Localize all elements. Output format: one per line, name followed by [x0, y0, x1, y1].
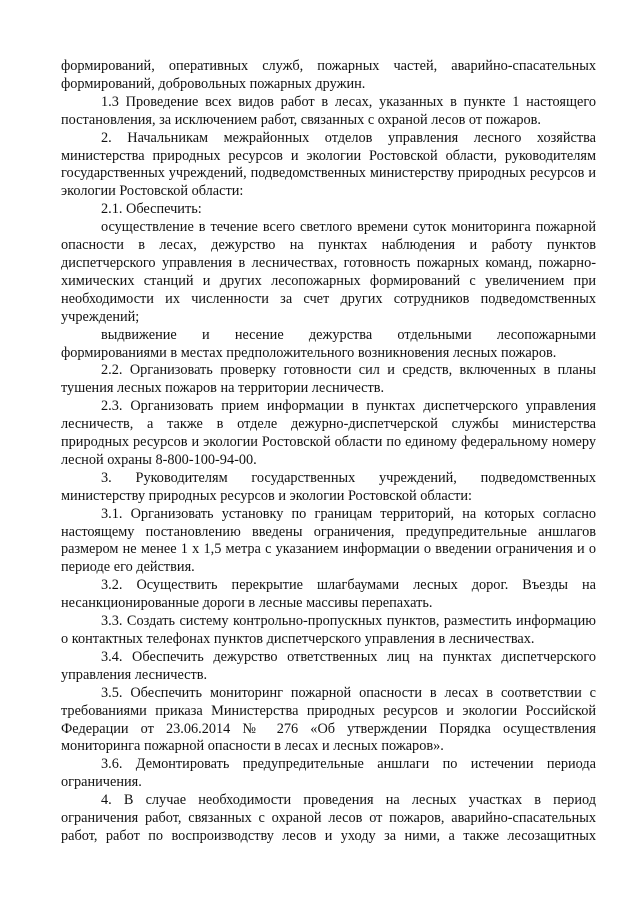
paragraph-3-6: 3.6. Демонтировать предупредительные аншлаги по истечении периода ограничения. [61, 756, 596, 791]
paragraph-2-2: 2.2. Организовать проверку готовности сил и средств, включенных в планы тушения лесных пожаров на территории лесничеств. [61, 362, 596, 397]
paragraph-3-4: 3.4. Обеспечить дежурство ответственных лиц на пунктах диспетчерского управления лесничеств. [61, 648, 596, 683]
paragraph-2-1: 2.1. Обеспечить: [101, 201, 202, 218]
paragraph-continuation: формирований, оперативных служб, пожарных частей, аварийно-спасательных формирований, добровольных пожарных дружин. [61, 58, 596, 92]
paragraph-3: 3. Руководителям государственных учреждений, подведомственных министерству природных ресурсов и экологии Ростовской области: [61, 469, 596, 504]
document-body [61, 58, 596, 846]
paragraph-4: 4. В случае необходимости проведения на лесных участках в период ограничения работ, связанных с охраной лесов от пожаров, аварийно-спасательных работ, работ по воспроизводству лесов и уходу за ними, а также лесозащитных [61, 792, 596, 844]
paragraph-3-1: 3.1. Организовать установку по границам территорий, на которых согласно настоящему постановлению введены ограничения, предупредительные аншлагов размером не менее 1 х 1,5 метра с указанием информации о введении ограничения и о периоде его действия. [61, 505, 596, 576]
paragraph-2-1-duty: выдвижение и несение дежурства отдельными лесопожарными формированиями в местах предположительного возникновения лесных пожаров. [61, 326, 596, 361]
paragraph-2: 2. Начальникам межрайонных отделов управления лесного хозяйства министерства природных ресурсов и экологии Ростовской области, руководителям государственных учреждений, подведомственных министерству природных ресурсов и экологии Ростовской области: [61, 129, 596, 200]
paragraph-2-3: 2.3. Организовать прием информации в пунктах диспетчерского управления лесничеств, а также в отделе дежурно-диспетчерской службы министерства природных ресурсов и экологии Ростовской области по единому федеральному номеру лесной охраны 8-800-100-94-00. [61, 398, 596, 468]
paragraph-3-3: 3.3. Создать систему контрольно-пропускных пунктов, разместить информацию о контактных телефонах пунктов диспетчерского управления в лесничествах. [61, 613, 596, 647]
paragraph-3-2: 3.2. Осуществить перекрытие шлагбаумами лесных дорог. Въезды на несанкционированные дороги в лесные массивы перепахать. [61, 577, 596, 612]
paragraph-1-3: 1.3 Проведение всех видов работ в лесах, указанных в пункте 1 настоящего постановления, за исключением работ, связанных с охраной лесов от пожаров. [61, 93, 596, 128]
paragraph-3-5: 3.5. Обеспечить мониторинг пожарной опасности в лесах в соответствии с требованиями приказа Министерства природных ресурсов и экологии Российской Федерации от 23.06.2014 № 276 «Об утверждении Порядка осуществления мониторинга пожарной опасности в лесах и лесных пожаров». [61, 684, 596, 755]
paragraph-2-1-monitoring: осуществление в течение всего светлого времени суток мониторинга пожарной опасности в лесах, дежурство на пунктах наблюдения и работу пунктов диспетчерского управления в лесничествах, готовность пожарных команд, пожарно-химических станций и других лесопожарных формирований с увеличением при необходимости их численности за счет других сотрудников подведомственных учреждений; [61, 219, 596, 325]
